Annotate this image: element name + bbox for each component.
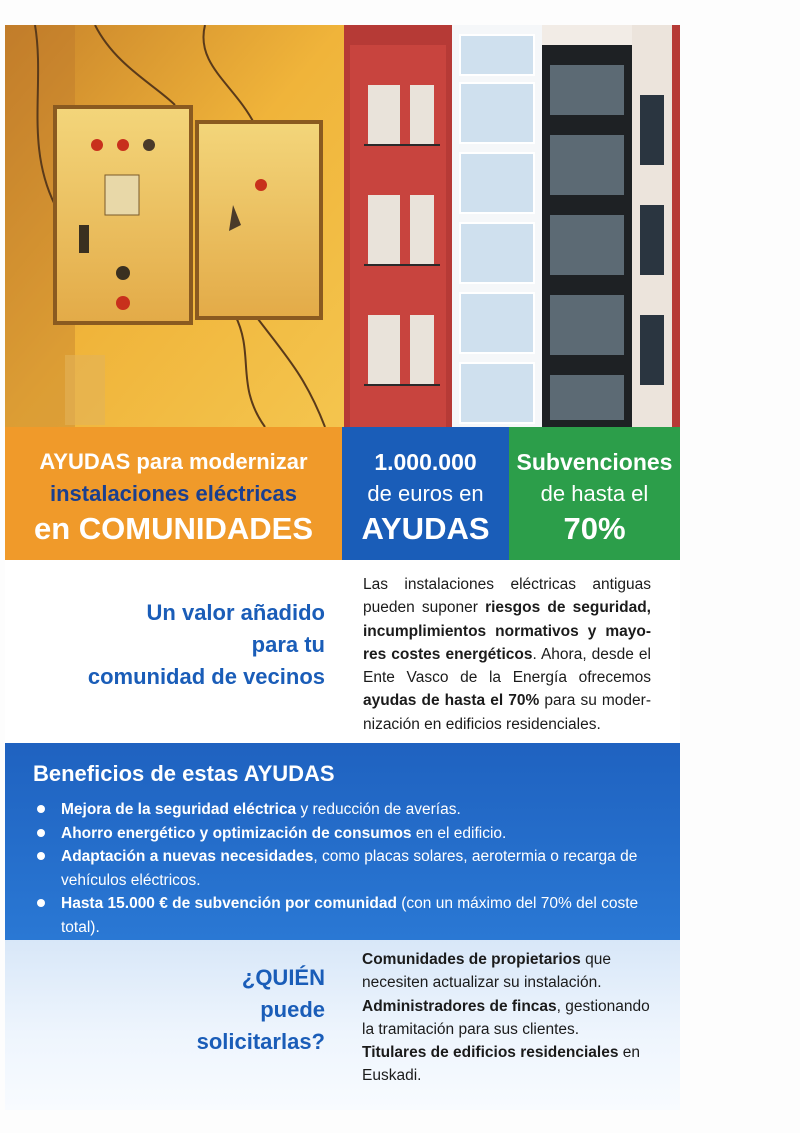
eligibility-item — [362, 1041, 662, 1088]
benefit-emphasis: Ahorro energético y optimización de consumos — [61, 824, 412, 842]
value-heading — [65, 597, 325, 693]
value-heading-line: Un valor añadido — [146, 600, 325, 625]
value-heading-line: comunidad de vecinos — [87, 664, 325, 689]
banner-line: en COMUNIDADES — [33, 511, 313, 546]
benefit-text: en el edificio. — [411, 824, 507, 842]
eligibility-heading-line: solicitarlas? — [196, 1029, 325, 1054]
paragraph-emphasis: riesgos de seguridad, incumplimientos normativos y mayores costes energéticos — [363, 599, 651, 663]
benefit-text: , como placas solares, aerotermia o recarga de vehículos eléctricos. — [61, 848, 638, 889]
banner-keyword: AYUDAS — [39, 449, 131, 474]
eligibility-heading-line: puede — [260, 997, 325, 1022]
benefit-item — [35, 892, 675, 939]
banner-text: para modernizar — [130, 449, 308, 474]
eligibility-section — [5, 940, 680, 1110]
benefit-item — [35, 798, 675, 822]
value-paragraph — [363, 573, 651, 736]
bullet-icon — [37, 899, 45, 907]
paragraph-emphasis: ayudas de hasta el 70% — [363, 692, 540, 710]
bullet-icon — [37, 829, 45, 837]
eligibility-emphasis: Administradores de fincas — [362, 997, 557, 1015]
amount-banner-blue — [342, 427, 509, 560]
benefits-heading: Beneficios de estas AYUDAS — [33, 761, 335, 786]
building-facades-photo — [344, 25, 680, 427]
electrical-panel-photo — [5, 25, 344, 427]
eligibility-text: en Euskadi. — [362, 1044, 641, 1085]
amount-keyword: AYUDAS — [361, 511, 490, 546]
eligibility-text: que necesiten actualizar su instalación. — [362, 951, 611, 992]
amount-text: de euros en — [367, 481, 484, 506]
benefit-item — [35, 822, 675, 846]
subsidy-percentage: 70% — [563, 511, 626, 546]
header-photos — [5, 25, 680, 427]
brochure-page — [5, 25, 680, 1110]
banner-line — [5, 449, 342, 475]
eligibility-emphasis: Comunidades de propietarios — [362, 951, 581, 968]
bullet-icon — [37, 852, 45, 860]
eligibility-list — [362, 948, 662, 1088]
headline-banner-orange — [5, 427, 342, 560]
benefit-text: (con un máximo del 70% del coste total). — [61, 895, 639, 936]
value-section — [5, 560, 680, 743]
eligibility-heading-line: ¿QUIÉN — [241, 965, 325, 990]
paragraph-text: para su modernización en edificios residenciales. — [363, 692, 652, 733]
benefit-emphasis: Hasta 15.000 € de subvención por comunidad — [61, 895, 397, 912]
benefits-section — [5, 743, 680, 940]
benefit-emphasis: Adaptación a nuevas necesidades — [61, 848, 314, 865]
paragraph-text: . Ahora, desde el Ente Vasco de la Energía ofrecemos — [363, 645, 651, 687]
eligibility-text: , gestionando la tramitación para sus clientes. — [362, 997, 650, 1038]
benefit-text: y reducción de averías. — [296, 801, 461, 818]
eligibility-item — [362, 948, 662, 995]
eligibility-emphasis: Titulares de edificios residenciales — [362, 1044, 619, 1062]
subsidy-banner-green — [509, 427, 680, 560]
eligibility-heading — [125, 962, 325, 1058]
eligibility-item — [362, 995, 662, 1042]
banner-line: instalaciones eléctricas — [49, 481, 298, 506]
bullet-icon — [37, 805, 45, 813]
subsidy-text: de hasta el — [540, 481, 649, 506]
benefits-list — [35, 798, 675, 939]
value-heading-line: para tu — [251, 632, 325, 657]
subsidy-title: Subvenciones — [516, 449, 673, 475]
paragraph-text: Las instalaciones eléctricas antiguas pueden suponer — [363, 576, 651, 617]
benefit-item — [35, 845, 675, 892]
headline-banners — [5, 427, 680, 560]
benefit-emphasis: Mejora de la seguridad eléctrica — [61, 801, 297, 818]
amount-figure: 1.000.000 — [374, 449, 477, 475]
